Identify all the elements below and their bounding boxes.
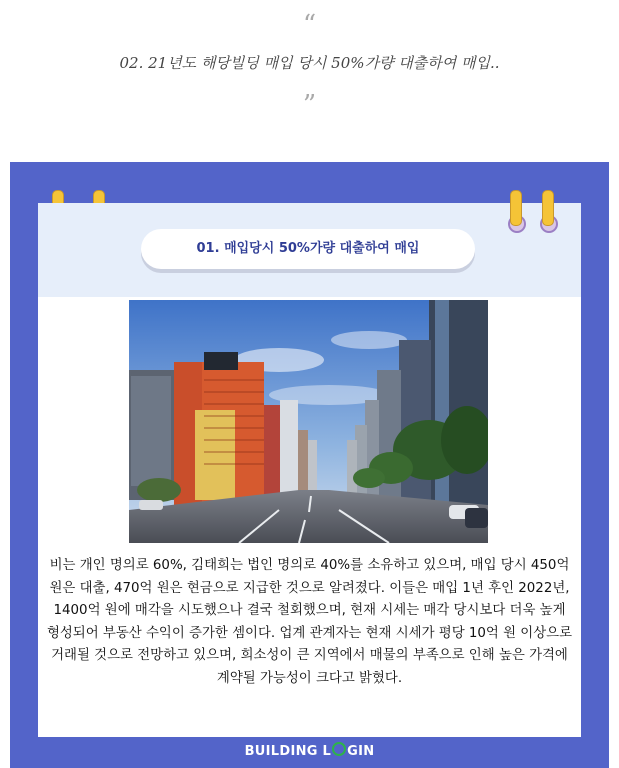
quote-block [0, 0, 619, 130]
article-card [10, 162, 609, 768]
article-body: 비는 개인 명의로 60%, 김태희는 법인 명의로 40%를 소유하고 있으며, 매입 당시 450억 원은 대출, 470억 원은 현금으로 지급한 것으로 알려졌다. 이들은 매입 1년 후인 2022년, 1400억 원에 매각을 시도했으나 결국 철회했으며, 현재 시세는 매각 당시보다 더욱 높게 형성되어 부동산 수익이 증가한 셈이다. 업계 관계자는 현재 시세가 평당 10억 원 이상으로 거래될 것으로 전망하고 있으며, 희소성이 큰 지역에서 매물의 부족으로 인해 높은 가격에 계약될 가능성이 크다고 밝혔다. [46, 558, 573, 686]
city-street-photo [129, 300, 488, 543]
binder-pin-icon [510, 190, 522, 226]
content-panel [38, 203, 581, 737]
quote-text: 02. 21년도 해당빌딩 매입 당시 50%가량 대출하여 매입.. [119, 54, 500, 72]
brand-logo [10, 742, 609, 759]
open-quote-icon: “ [302, 10, 317, 40]
section-title: 01. 매입당시 50%가량 대출하여 매입 [141, 229, 475, 269]
close-quote-icon: ” [302, 90, 317, 120]
logo-o-icon [332, 742, 346, 756]
brand-suffix: GIN [347, 744, 375, 759]
brand-prefix: BUILDING L [244, 744, 332, 759]
panel-header [38, 203, 581, 297]
binder-pin-icon [542, 190, 554, 226]
